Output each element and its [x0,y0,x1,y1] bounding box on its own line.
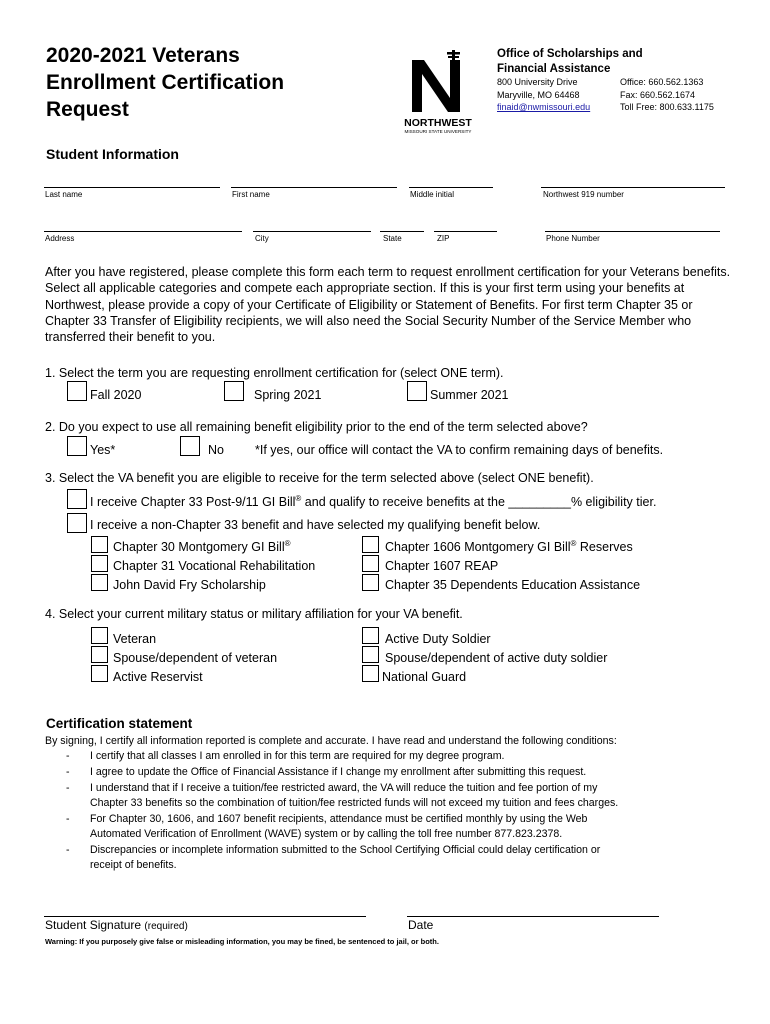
middle-initial-label: Middle initial [410,190,455,199]
first-name-field[interactable] [231,187,397,188]
question-3-text: 3. Select the VA benefit you are eligible to receive for the term selected above (select ONE benefit). [45,471,594,485]
veteran-label: Veteran [113,632,157,646]
city-label: City [255,234,269,243]
address-label: Address [45,234,75,243]
spring-2021-label: Spring 2021 [254,388,322,402]
condition-2: I agree to update the Office of Financial Assistance if I change my enrollment after submitting this request. [90,766,587,778]
chapter-30-registered: ® [284,538,291,548]
northwest-logo-mark [398,46,478,134]
last-name-field[interactable] [44,187,220,188]
logo-subtitle: MISSOURI STATE UNIVERSITY [404,129,472,134]
signature-required-note: (required) [144,921,188,932]
fry-scholarship-checkbox[interactable] [91,574,108,591]
fall-2020-checkbox[interactable] [67,381,87,401]
northwest-number-label: Northwest 919 number [543,190,624,199]
address-line-1: 800 University Drive [497,77,578,87]
question-2-text: 2. Do you expect to use all remaining benefit eligibility prior to the end of the term selected above? [45,420,588,434]
address-line-2: Maryville, MO 64468 [497,89,580,100]
chapter-1606-reserves: Reserves [576,540,633,554]
spring-2021-checkbox[interactable] [224,381,244,401]
active-reservist-label: Active Reservist [113,670,203,684]
form-title [46,42,346,123]
office-phones [620,76,714,114]
no-label: No [208,443,224,457]
chapter-1606-checkbox[interactable] [362,536,379,553]
logo-name: NORTHWEST [404,117,472,129]
condition-5-line-2: receipt of benefits. [90,859,177,871]
question-1-text: 1. Select the term you are requesting enrollment certification for (select ONE term). [45,366,504,380]
yes-label: Yes* [90,443,116,457]
intro-paragraph: After you have registered, please complete this form each term to request enrollment certification for your Veterans benefits. Select all applicable categories and compete each appropriate section. If this is your first term using your benefits at Northwest, please provide a copy of your Certificate of Eligibility or Statement of Benefits. For first term Chapter 35 or Chapter 33 Transfer of Eligibility recipients, we will also need the Social Security Number of the Service Member who transferred their benefit to you. [45,265,731,345]
office-address [497,76,590,114]
condition-1: I certify that all classes I am enrolled in for this term are required for my degree program. [90,750,505,762]
northwest-logo [398,46,478,134]
summer-2021-label: Summer 2021 [430,388,509,402]
bullet-dash: - [66,844,70,856]
non-chapter-33-checkbox[interactable] [67,513,87,533]
phone-field[interactable] [545,231,720,232]
veteran-checkbox[interactable] [91,627,108,644]
date-field[interactable] [407,916,659,917]
chapter-31-checkbox[interactable] [91,555,108,572]
zip-field[interactable] [434,231,497,232]
chapter-30-text: Chapter 30 Montgomery GI Bill [113,540,285,554]
condition-5-line-1: Discrepancies or incomplete information submitted to the School Certifying Official could delay certification or [90,844,601,856]
chapter-1607-label: Chapter 1607 REAP [385,559,499,573]
office-fax: Fax: 660.562.1674 [620,89,696,100]
zip-label: ZIP [437,234,450,243]
national-guard-checkbox[interactable] [362,665,379,682]
title-line-2: Enrollment Certification [46,71,285,94]
chapter-33-tier-text: and qualify to receive benefits at the _________% eligibility tier. [301,495,657,509]
title-line-1: 2020-2021 Veterans [46,44,240,67]
non-chapter-33-label: I receive a non-Chapter 33 benefit and have selected my qualifying benefit below. [90,518,541,532]
national-guard-label: National Guard [382,670,467,684]
bullet-dash: - [66,782,70,794]
condition-4-line-2: Automated Verification of Enrollment (WAVE) system or by calling the toll free number 877.823.2378. [90,828,563,840]
office-name: Office of Scholarships and Financial Assistance [497,48,643,75]
chapter-33-label [90,495,656,509]
state-field[interactable] [380,231,424,232]
chapter-33-text: I receive Chapter 33 Post-9/11 GI Bill [90,495,296,509]
certification-intro: By signing, I certify all information reported is complete and accurate. I have read and understand the following conditions: [45,735,617,747]
chapter-35-checkbox[interactable] [362,574,379,591]
active-duty-checkbox[interactable] [362,627,379,644]
chapter-1606-text: Chapter 1606 Montgomery GI Bill [385,540,571,554]
date-label: Date [408,918,434,932]
yes-note: *If yes, our office will contact the VA to confirm remaining days of benefits. [255,443,664,457]
condition-3-line-2: Chapter 33 benefits so the combination of tuition/fee restricted funds will not exceed my tuition and fees charges. [90,797,619,809]
fall-2020-label: Fall 2020 [90,388,142,402]
chapter-33-registered: ® [295,493,302,503]
no-checkbox[interactable] [180,436,200,456]
certification-heading: Certification statement [46,716,193,731]
summer-2021-checkbox[interactable] [407,381,427,401]
spouse-veteran-checkbox[interactable] [91,646,108,663]
yes-checkbox[interactable] [67,436,87,456]
middle-initial-field[interactable] [409,187,493,188]
office-email-link[interactable]: finaid@nwmissouri.edu [497,102,591,112]
signature-label-text: Student Signature [45,918,142,932]
active-duty-label: Active Duty Soldier [385,632,491,646]
active-reservist-checkbox[interactable] [91,665,108,682]
warning-text: Warning: If you purposely give false or misleading information, you may be fined, be sentenced to jail, or both. [45,937,439,946]
bullet-dash: - [66,813,70,825]
last-name-label: Last name [45,190,83,199]
question-4-text: 4. Select your current military status or military affiliation for your VA benefit. [45,607,463,621]
chapter-1606-registered: ® [570,538,577,548]
bullet-dash: - [66,766,70,778]
chapter-33-checkbox[interactable] [67,489,87,509]
spouse-veteran-label: Spouse/dependent of veteran [113,651,278,665]
office-phone: Office: 660.562.1363 [620,77,704,87]
chapter-31-label: Chapter 31 Vocational Rehabilitation [113,559,316,573]
condition-3-line-1: I understand that if I receive a tuition/fee restricted award, the VA will reduce the tuition and fee portion of my [90,782,598,794]
office-toll-free: Toll Free: 800.633.1175 [620,102,714,112]
fry-scholarship-label: John David Fry Scholarship [113,578,266,592]
bullet-dash: - [66,750,70,762]
chapter-30-checkbox[interactable] [91,536,108,553]
state-label: State [383,234,402,243]
title-line-3: Request [46,98,129,121]
spouse-active-duty-checkbox[interactable] [362,646,379,663]
chapter-30-label [113,540,291,554]
phone-label: Phone Number [546,234,600,243]
chapter-1607-checkbox[interactable] [362,555,379,572]
signature-label [45,918,188,932]
spouse-active-duty-label: Spouse/dependent of active duty soldier [385,651,608,665]
first-name-label: First name [232,190,270,199]
city-field[interactable] [253,231,371,232]
condition-4-line-1: For Chapter 30, 1606, and 1607 benefit recipients, attendance must be certified monthly by using the Web [90,813,588,825]
chapter-35-label: Chapter 35 Dependents Education Assistance [385,578,641,592]
student-info-heading: Student Information [46,146,179,162]
chapter-1606-label [385,540,633,554]
address-field[interactable] [44,231,242,232]
northwest-number-field[interactable] [541,187,725,188]
signature-field[interactable] [44,916,366,917]
